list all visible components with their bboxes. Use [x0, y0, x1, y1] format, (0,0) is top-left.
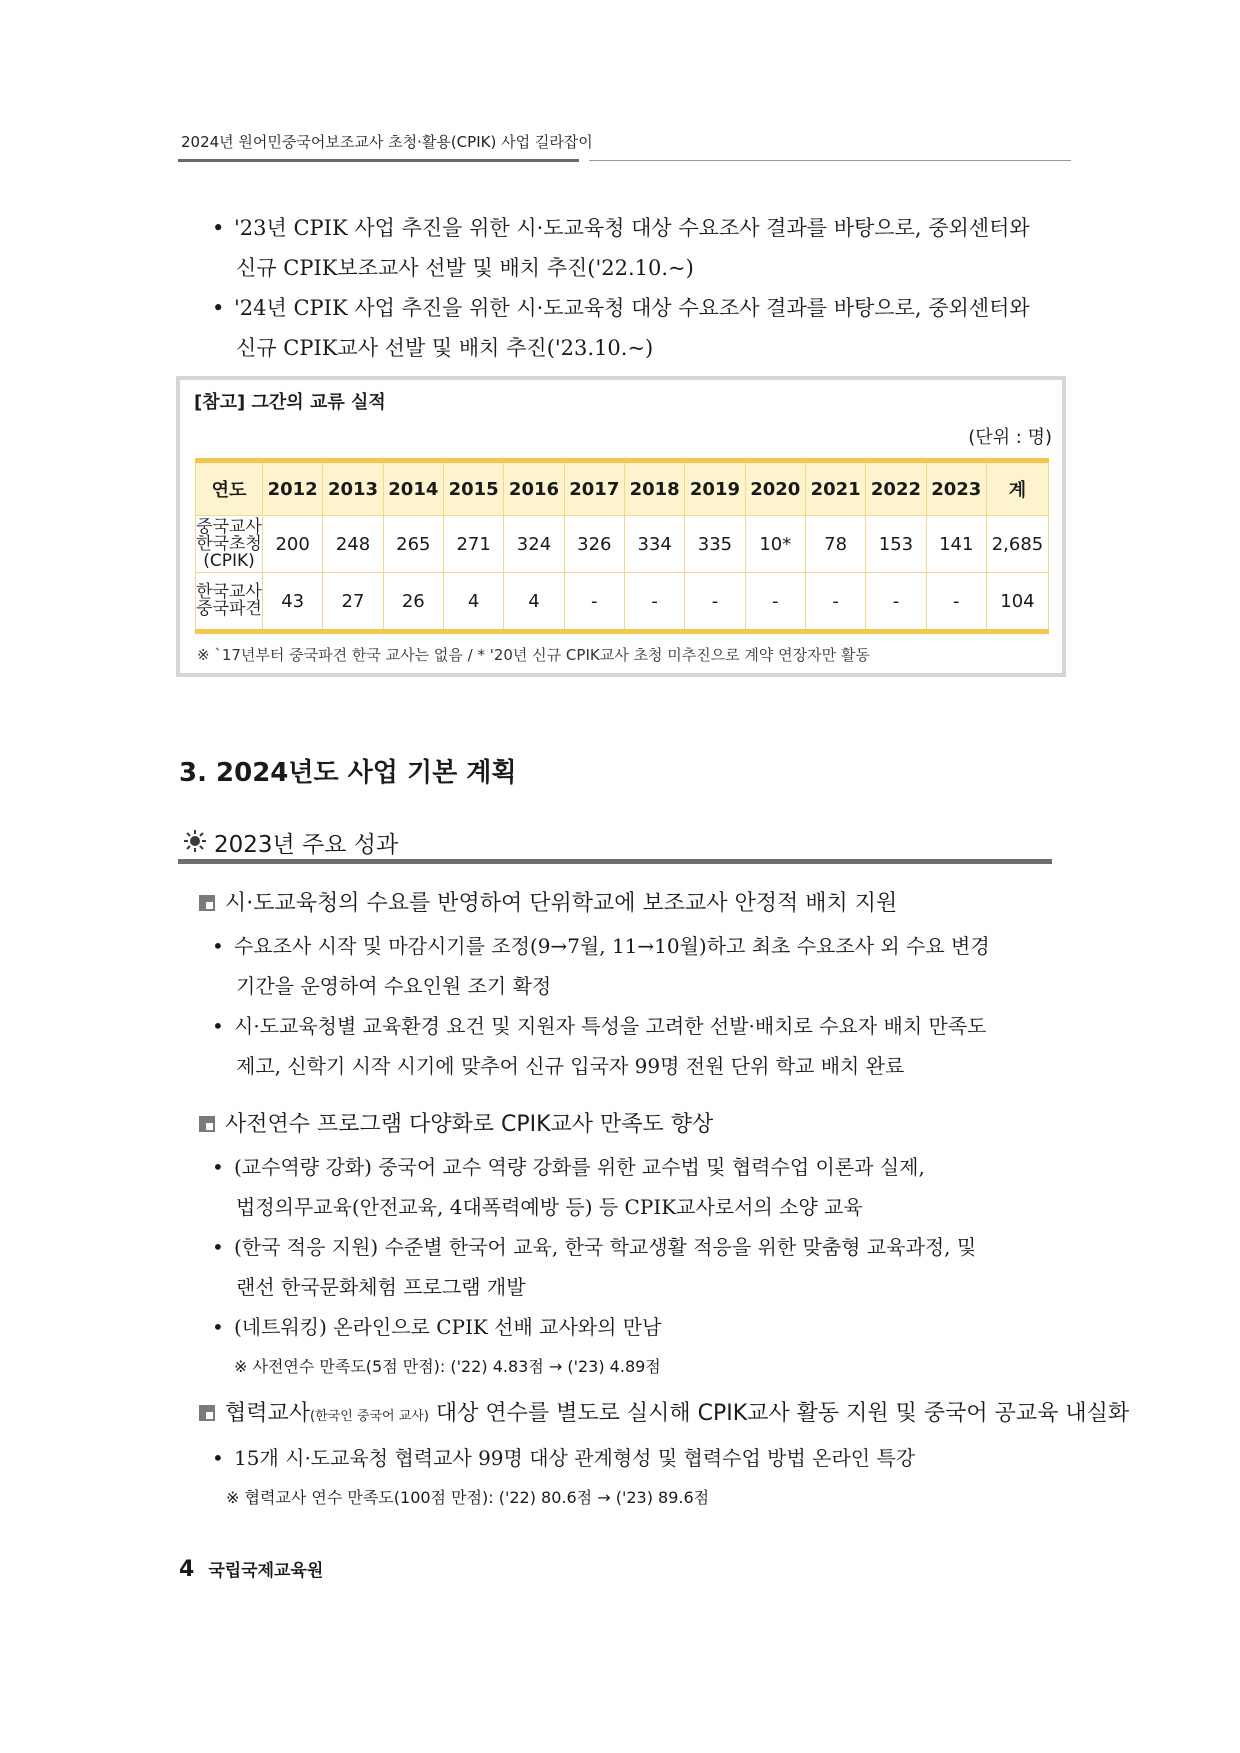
subsection-heading: 2023년 주요 성과 [184, 826, 398, 859]
group1-bullet-2: • 시·도교육청별 교육환경 요건 및 지원자 특성을 고려한 선발·배치로 수요자 배치 만족도 [212, 1014, 987, 1038]
table-row [196, 516, 1049, 573]
table-cell: 43 [263, 573, 323, 632]
table-cell: 271 [443, 516, 503, 573]
square-bullet-icon [199, 1405, 215, 1421]
page-footer [179, 1556, 323, 1582]
table-cell: 335 [685, 516, 745, 573]
col-header: 2014 [383, 461, 443, 516]
col-header: 연도 [196, 461, 263, 516]
table-cell: 141 [926, 516, 986, 573]
sun-icon [184, 830, 214, 858]
table-cell: - [805, 573, 865, 632]
group2-bullet-2: • (한국 적응 지원) 수준별 한국어 교육, 한국 학교생활 적응을 위한 맞춤형 교육과정, 및 [212, 1235, 977, 1259]
col-header: 2013 [323, 461, 383, 516]
table-cell: 27 [323, 573, 383, 632]
table-cell: 248 [323, 516, 383, 573]
intro-bullet-2-cont: 신규 CPIK교사 선발 및 배치 추진('23.10.~) [236, 336, 654, 360]
intro-bullet-1-cont: 신규 CPIK보조교사 선발 및 배치 추진('22.10.~) [236, 256, 694, 280]
table-cell: 334 [624, 516, 684, 573]
group2-bullet-2-cont: 랜선 한국문화체험 프로그램 개발 [236, 1275, 526, 1299]
reference-unit: (단위 : 명) [968, 427, 1052, 448]
table-cell: - [926, 573, 986, 632]
table-cell: - [624, 573, 684, 632]
table-row [196, 573, 1049, 632]
table-cell: 4 [504, 573, 564, 632]
reference-note: ※ `17년부터 중국파견 한국 교사는 없음 / * '20년 신규 CPIK교사 초청 미추진으로 계약 연장자만 활동 [197, 646, 870, 664]
table-cell: 104 [986, 573, 1048, 632]
intro-bullet-2: • '24년 CPIK 사업 추진을 위한 시·도교육청 대상 수요조사 결과를 바탕으로, 중외센터와 [212, 296, 1030, 320]
section-title: 3. 2024년도 사업 기본 계획 [179, 758, 517, 788]
group1-bullet-1-cont: 기간을 운영하여 수요인원 조기 확정 [236, 974, 552, 998]
col-header: 계 [986, 461, 1048, 516]
group-heading-1: 시·도교육청의 수요를 반영하여 단위학교에 보조교사 안정적 배치 지원 [199, 886, 897, 917]
square-bullet-icon [199, 895, 215, 911]
group2-bullet-1: • (교수역량 강화) 중국어 교수 역량 강화를 위한 교수법 및 협력수업 이론과 실제, [212, 1155, 925, 1179]
col-header: 2015 [443, 461, 503, 516]
page-number: 4 [179, 1557, 195, 1582]
group1-bullet-1: • 수요조사 시작 및 마감시기를 조정(9→7월, 11→10월)하고 최초 수요조사 외 수요 변경 [212, 934, 990, 958]
group3-bullet-1: • 15개 시·도교육청 협력교사 99명 대상 관계형성 및 협력수업 방법 온라인 특강 [212, 1446, 916, 1470]
table-cell: 78 [805, 516, 865, 573]
table-cell: 26 [383, 573, 443, 632]
col-header: 2022 [866, 461, 926, 516]
col-header: 2019 [685, 461, 745, 516]
col-header: 2021 [805, 461, 865, 516]
table-cell: 2,685 [986, 516, 1048, 573]
group2-note: ※ 사전연수 만족도(5점 만점): ('22) 4.83점 → ('23) 4.89점 [234, 1357, 661, 1376]
table-cell: 153 [866, 516, 926, 573]
table-header-row [196, 461, 1049, 516]
header-rule-dark [178, 159, 579, 162]
reference-title: [참고] 그간의 교류 실적 [194, 392, 386, 413]
group2-bullet-3: • (네트워킹) 온라인으로 CPIK 선배 교사와의 만남 [212, 1315, 662, 1339]
col-header: 2018 [624, 461, 684, 516]
table-cell: 265 [383, 516, 443, 573]
table-cell: 326 [564, 516, 624, 573]
square-bullet-icon [199, 1116, 215, 1132]
table-cell: 10* [745, 516, 805, 573]
table-cell: 200 [263, 516, 323, 573]
footer-org: 국립국제교육원 [208, 1561, 324, 1581]
table-cell: - [866, 573, 926, 632]
group2-bullet-1-cont: 법정의무교육(안전교육, 4대폭력예방 등) 등 CPIK교사로서의 소양 교육 [236, 1195, 863, 1219]
group-heading-3: 협력교사(한국인 중국어 교사) 대상 연수를 별도로 실시해 CPIK교사 활동 지원 및 중국어 공교육 내실화 [199, 1396, 1129, 1427]
table-cell: 4 [443, 573, 503, 632]
table-cell: - [745, 573, 805, 632]
row-label: 한국교사 중국파견 [196, 573, 263, 632]
group3-note: ※ 협력교사 연수 만족도(100점 만점): ('22) 80.6점 → ('23) 89.6점 [226, 1488, 710, 1507]
exchange-table [195, 458, 1049, 634]
table-cell: 324 [504, 516, 564, 573]
col-header: 2020 [745, 461, 805, 516]
col-header: 2012 [263, 461, 323, 516]
row-label: 중국교사 한국초청 (CPIK) [196, 516, 262, 571]
group-heading-2: 사전연수 프로그램 다양화로 CPIK교사 만족도 향상 [199, 1107, 713, 1138]
table-cell: - [685, 573, 745, 632]
col-header: 2017 [564, 461, 624, 516]
group1-bullet-2-cont: 제고, 신학기 시작 시기에 맞추어 신규 입국자 99명 전원 단위 학교 배치 완료 [236, 1054, 905, 1078]
subsection-rule [178, 859, 1052, 864]
col-header: 2016 [504, 461, 564, 516]
intro-bullet-1: • '23년 CPIK 사업 추진을 위한 시·도교육청 대상 수요조사 결과를 바탕으로, 중외센터와 [212, 216, 1030, 240]
running-header: 2024년 원어민중국어보조교사 초청·활용(CPIK) 사업 길라잡이 [181, 133, 593, 151]
table-cell: - [564, 573, 624, 632]
header-rule-light [589, 160, 1071, 161]
col-header: 2023 [926, 461, 986, 516]
